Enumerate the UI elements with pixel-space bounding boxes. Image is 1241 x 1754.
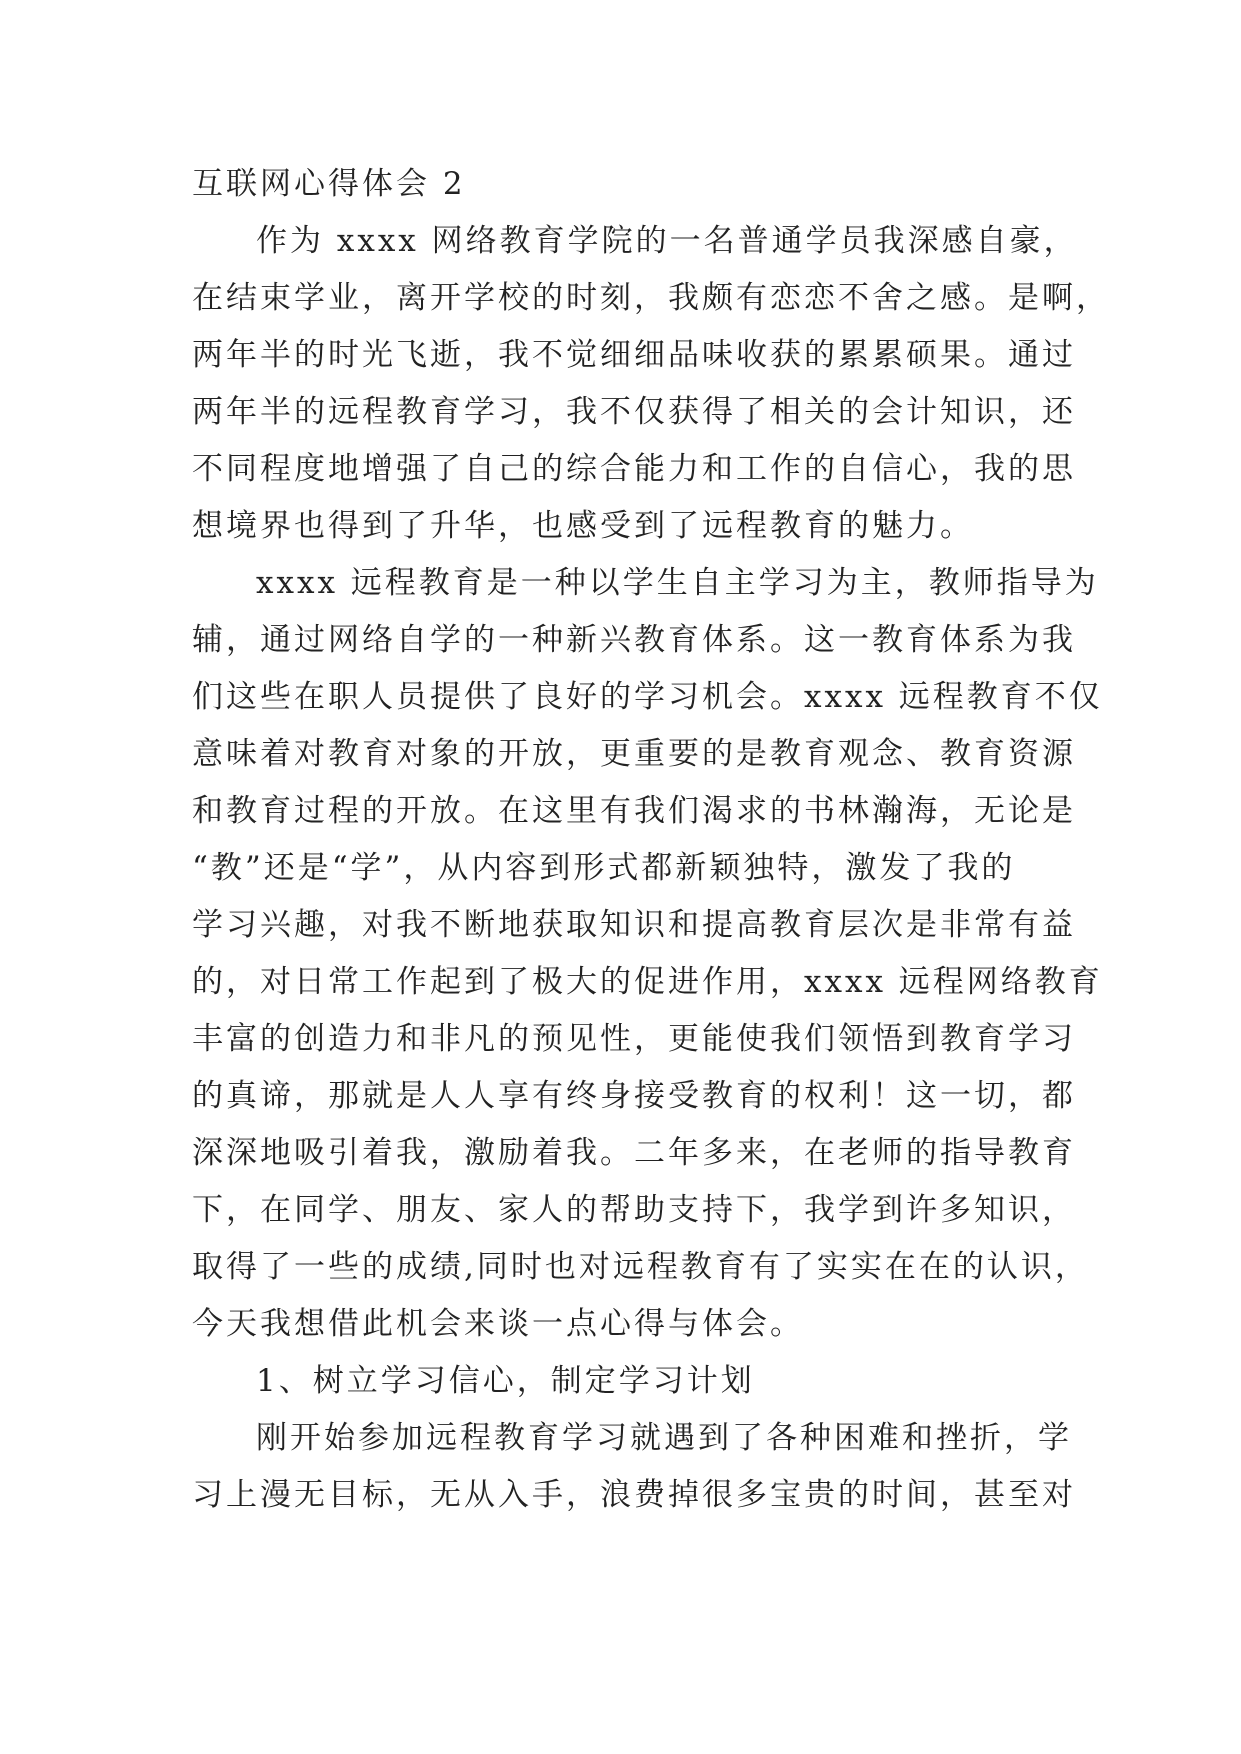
text-line: 们这些在职人员提供了良好的学习机会。xxxx 远程教育不仅	[192, 679, 1103, 715]
section-heading-text: 1、树立学习信心，制定学习计划	[256, 1363, 755, 1399]
text-line: “教”还是“学”，从内容到形式都新颖独特，激发了我的	[192, 850, 1016, 886]
text-line: 丰富的创造力和非凡的预见性，更能使我们领悟到教育学习	[192, 1021, 1076, 1057]
section-heading-1	[192, 1353, 1052, 1410]
text-line: 和教育过程的开放。在这里有我们渴求的书林瀚海，无论是	[192, 793, 1076, 829]
text-line: 两年半的时光飞逝，我不觉细细品味收获的累累硕果。通过	[192, 337, 1076, 373]
document-title: 互联网心得体会 2	[192, 166, 466, 202]
document-body	[192, 156, 1110, 1524]
text-line: 在结束学业，离开学校的时刻，我颇有恋恋不舍之感。是啊，	[192, 280, 1110, 316]
text-line: 想境界也得到了升华，也感受到了远程教育的魅力。	[192, 508, 974, 544]
text-line: xxxx 远程教育是一种以学生自主学习为主，教师指导为	[256, 565, 1099, 601]
text-line: 下，在同学、朋友、家人的帮助支持下，我学到许多知识，	[192, 1192, 1076, 1228]
text-line: 作为 xxxx 网络教育学院的一名普通学员我深感自豪，	[256, 223, 1078, 259]
text-line: 习上漫无目标，无从入手，浪费掉很多宝贵的时间，甚至对	[192, 1477, 1076, 1513]
text-line: 的真谛，那就是人人享有终身接受教育的权利！这一切，都	[192, 1078, 1076, 1114]
paragraph-1	[192, 213, 1110, 555]
text-line: 取得了一些的成绩,同时也对远程教育有了实实在在的认识，	[192, 1249, 1089, 1285]
text-line: 学习兴趣，对我不断地获取知识和提高教育层次是非常有益	[192, 907, 1076, 943]
text-line: 深深地吸引着我，激励着我。二年多来，在老师的指导教育	[192, 1135, 1076, 1171]
text-line: 的，对日常工作起到了极大的促进作用，xxxx 远程网络教育	[192, 964, 1103, 1000]
text-line: 刚开始参加远程教育学习就遇到了各种困难和挫折，学	[256, 1420, 1072, 1456]
paragraph-3	[192, 1410, 1076, 1524]
text-line: 辅，通过网络自学的一种新兴教育体系。这一教育体系为我	[192, 622, 1076, 658]
text-line: 意味着对教育对象的开放，更重要的是教育观念、教育资源	[192, 736, 1076, 772]
text-line: 两年半的远程教育学习，我不仅获得了相关的会计知识，还	[192, 394, 1076, 430]
paragraph-2	[192, 555, 1103, 1353]
text-line: 今天我想借此机会来谈一点心得与体会。	[192, 1306, 804, 1342]
text-line: 不同程度地增强了自己的综合能力和工作的自信心，我的思	[192, 451, 1076, 487]
